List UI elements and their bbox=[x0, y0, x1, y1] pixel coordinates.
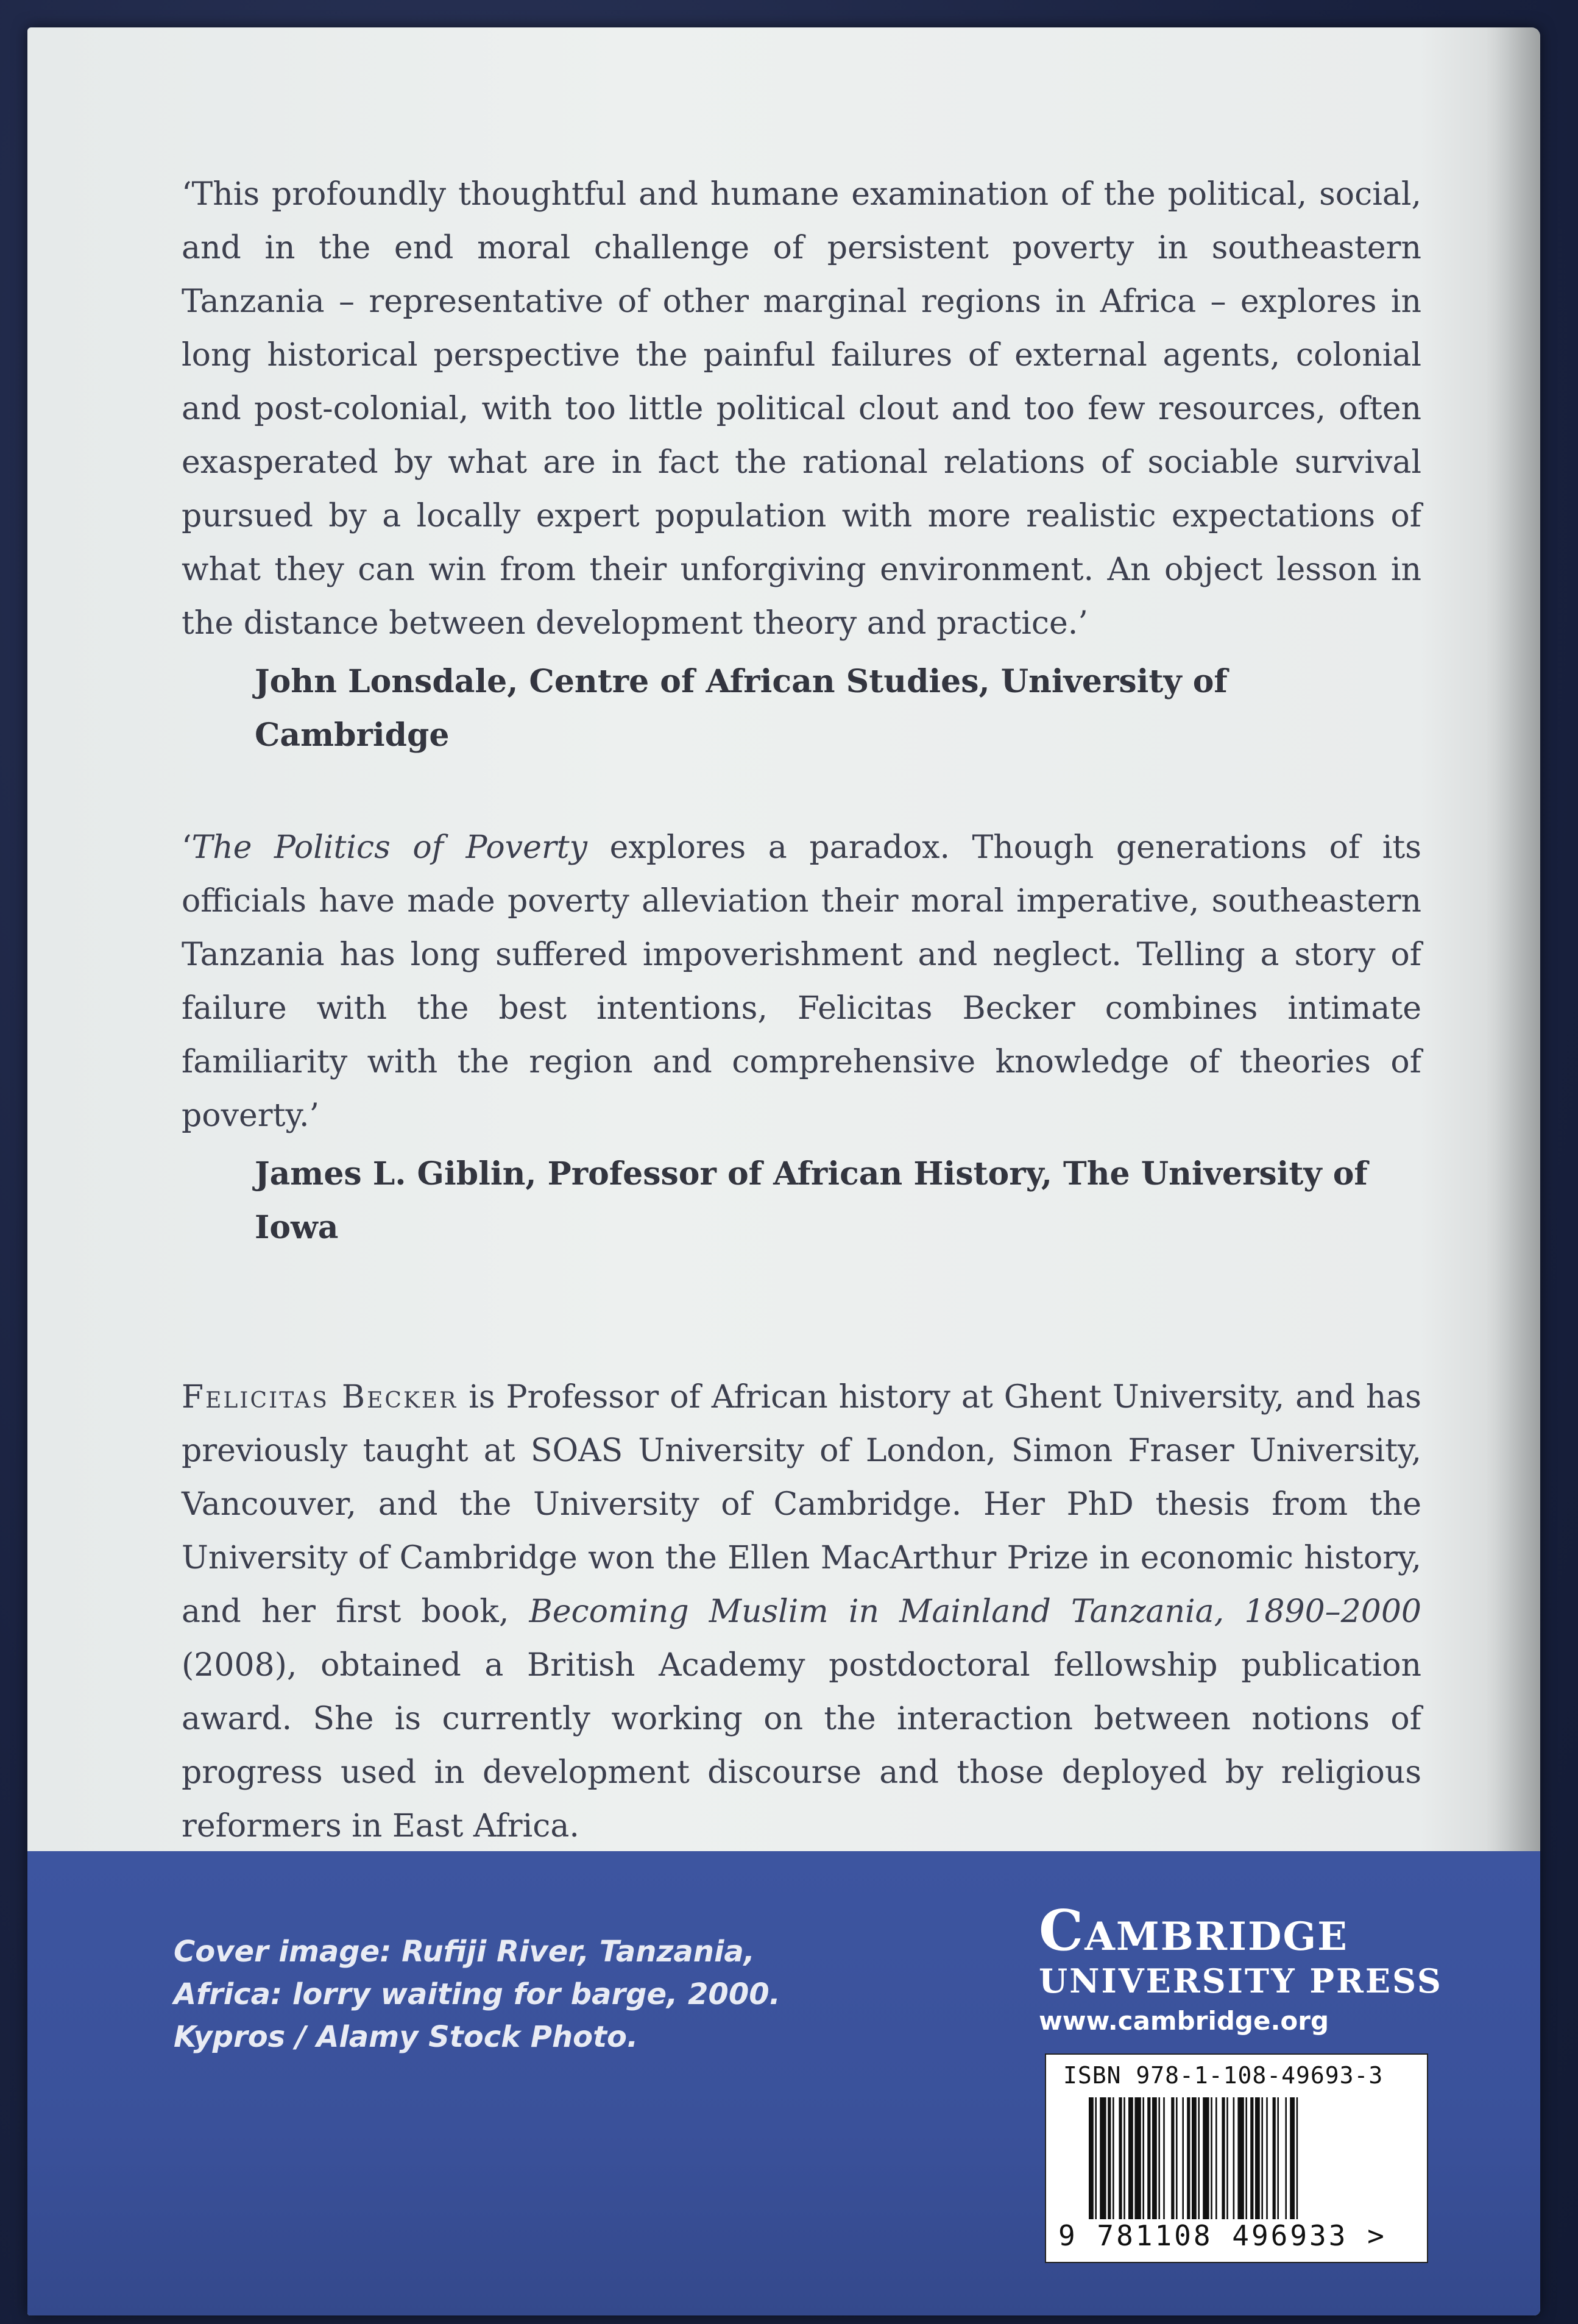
publisher-subtitle: UNIVERSITY PRESS bbox=[1039, 1961, 1443, 2000]
barcode-bar bbox=[1198, 2097, 1200, 2219]
barcode-bar bbox=[1290, 2097, 1295, 2219]
barcode-bar bbox=[1250, 2097, 1253, 2219]
barcode-bar bbox=[1147, 2097, 1150, 2219]
author-bio bbox=[182, 1370, 1421, 1853]
barcode-bar bbox=[1108, 2097, 1111, 2219]
author-bio-part-2: (2008), obtained a British Academy postdoctoral fellowship publication award. She is currently working on the interaction between notions of progress used in development discourse and those deployed by religious reformers in East Africa. bbox=[182, 1647, 1421, 1844]
barcode-bar bbox=[1215, 2097, 1217, 2219]
author-name: Felicitas Becker bbox=[182, 1379, 458, 1415]
barcode-bars bbox=[1089, 2097, 1381, 2219]
barcode-bar bbox=[1113, 2097, 1114, 2219]
barcode-bar bbox=[1222, 2097, 1225, 2219]
barcode-bar bbox=[1277, 2097, 1279, 2219]
quote-2-body: explores a paradox. Though generations of its officials have made poverty alleviation their moral imperative, southeastern Tanzania has long suffered impoverishment and neglect. Telling a story of failure with the best intentions, Felicitas Becker combines intimate familiarity with the region and comprehensive knowledge of theories of poverty.’ bbox=[182, 829, 1421, 1134]
barcode-bar bbox=[1192, 2097, 1197, 2219]
isbn-barcode-label bbox=[1045, 2053, 1428, 2263]
barcode-bar bbox=[1237, 2097, 1244, 2219]
publisher-logo bbox=[1039, 1897, 1465, 2041]
barcode-bar bbox=[1297, 2097, 1298, 2219]
endorsement-quote-2 bbox=[182, 821, 1421, 1143]
barcode-bar bbox=[1285, 2097, 1287, 2219]
barcode-bar bbox=[1255, 2097, 1260, 2219]
barcode-bar bbox=[1119, 2097, 1122, 2219]
publisher-band bbox=[27, 1851, 1540, 2315]
author-previous-book: Becoming Muslim in Mainland Tanzania, 1890–2000 bbox=[529, 1593, 1421, 1630]
barcode-bar bbox=[1176, 2097, 1178, 2219]
barcode-bar bbox=[1142, 2097, 1144, 2219]
barcode-bar bbox=[1100, 2097, 1106, 2219]
book-title-reference: The Politics of Poverty bbox=[191, 829, 588, 866]
barcode-bar bbox=[1187, 2097, 1190, 2219]
barcode-bar bbox=[1128, 2097, 1133, 2219]
barcode-bar bbox=[1203, 2097, 1209, 2219]
barcode-bar bbox=[1182, 2097, 1184, 2219]
barcode-bar bbox=[1163, 2097, 1165, 2219]
blurb-text-area bbox=[182, 168, 1421, 1853]
quote-open-mark: ‘ bbox=[182, 829, 192, 866]
publisher-name: Cambridge bbox=[1039, 1897, 1348, 1963]
endorsement-quote-1: ‘This profoundly thoughtful and humane examination of the political, social, and in the end moral challenge of persistent poverty in southeastern Tanzania – representative of other marginal regions in Africa – explores in long historical perspective the painful failures of external agents, colonial and post-colonial, with too little political clout and too few resources, often exasperated by what are in fact the rational relations of sociable survival pursued by a locally expert population with more realistic expectations of what they can win from their unforgiving environment. An object lesson in the distance between development theory and practice.’ bbox=[182, 176, 1421, 642]
barcode-bar bbox=[1261, 2097, 1263, 2219]
barcode-bar bbox=[1171, 2097, 1174, 2219]
barcode-bar bbox=[1158, 2097, 1160, 2219]
barcode-bar bbox=[1095, 2097, 1097, 2219]
endorsement-attribution-2: James L. Giblin, Professor of African History, The University of Iowa bbox=[255, 1155, 1368, 1246]
barcode-bar bbox=[1233, 2097, 1235, 2219]
barcode-digits: 9 781108 496933 > bbox=[1058, 2219, 1387, 2252]
book-back-cover bbox=[27, 27, 1540, 2315]
endorsement-attribution-1: John Lonsdale, Centre of African Studies, University of Cambridge bbox=[255, 663, 1228, 754]
cover-image-credit: Cover image: Rufiji River, Tanzania, Africa: lorry waiting for barge, 2000. Kypros / Alamy Stock Photo. bbox=[174, 1935, 780, 2054]
author-bio-part-1: is Professor of African history at Ghent University, and has previously taught at SOAS University of London, Simon Fraser University, Vancouver, and the University of Cambridge. Her PhD thesis from the University of Cambridge won the Ellen MacArthur Prize in economic history, and her first book, bbox=[182, 1379, 1421, 1630]
barcode-bar bbox=[1266, 2097, 1268, 2219]
isbn-number: ISBN 978-1-108-49693-3 bbox=[1063, 2062, 1384, 2089]
barcode-bar bbox=[1211, 2097, 1212, 2219]
barcode-bar bbox=[1089, 2097, 1094, 2219]
barcode-bar bbox=[1245, 2097, 1247, 2219]
barcode-bar bbox=[1123, 2097, 1125, 2219]
barcode-bar bbox=[1152, 2097, 1157, 2219]
barcode-bar bbox=[1273, 2097, 1276, 2219]
barcode-bar bbox=[1134, 2097, 1141, 2219]
barcode-bar bbox=[1226, 2097, 1228, 2219]
publisher-url: www.cambridge.org bbox=[1039, 2006, 1329, 2036]
